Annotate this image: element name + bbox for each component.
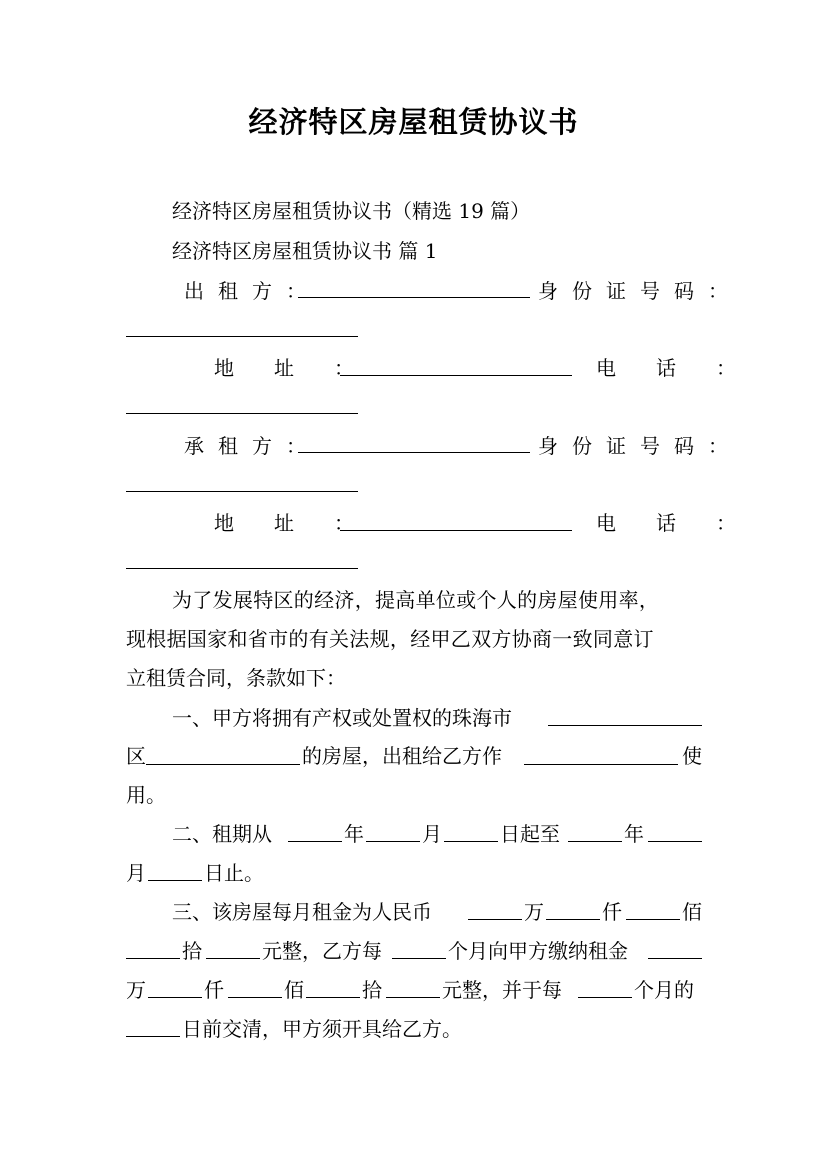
payment-shi-label: 拾	[362, 978, 382, 1002]
lessor-phone-field[interactable]	[126, 413, 358, 414]
section-heading: 经济特区房屋租赁协议书 篇 1	[172, 239, 438, 263]
end-year-field[interactable]	[568, 841, 622, 842]
intro-line-2: 现根据国家和省市的有关法规，经甲乙双方协商一致同意订	[126, 627, 654, 651]
clause-3-text-b: 元整，乙方每	[262, 939, 382, 963]
payment-wan-prefix-field[interactable]	[648, 958, 702, 959]
rent-shi-label: 拾	[182, 939, 202, 963]
lessee-address-field[interactable]	[340, 530, 572, 531]
intro-line-3: 立租赁合同，条款如下：	[126, 666, 346, 690]
payment-qian-label: 仟	[204, 978, 224, 1002]
lessee-address-label: 地址：	[214, 511, 394, 535]
due-month-interval-field[interactable]	[578, 997, 632, 998]
payment-bai-field[interactable]	[228, 997, 282, 998]
clause-1-city-field[interactable]	[548, 725, 702, 726]
document-subtitle: 经济特区房屋租赁协议书（精选 19 篇）	[172, 199, 531, 223]
lessor-label: 出租方：	[184, 279, 320, 303]
lessor-id-field[interactable]	[126, 336, 358, 337]
rent-qian-field[interactable]	[546, 919, 600, 920]
start-month-field[interactable]	[366, 841, 420, 842]
payment-wan-label: 万	[126, 978, 146, 1002]
lessee-phone-label: 电话：	[596, 511, 776, 535]
rent-yuan-field[interactable]	[206, 958, 260, 959]
clause-3-text-d: 元整，并于每	[442, 978, 562, 1002]
clause-1-text-b: 区	[126, 744, 146, 768]
pay-interval-field[interactable]	[392, 958, 446, 959]
due-day-field[interactable]	[126, 1036, 180, 1037]
start-month-label: 月	[422, 822, 442, 846]
lessor-address-field[interactable]	[340, 375, 572, 376]
payment-qian-field[interactable]	[148, 997, 202, 998]
payment-shi-field[interactable]	[306, 997, 360, 998]
lessee-name-field[interactable]	[298, 452, 530, 453]
rent-wan-label: 万	[524, 900, 544, 924]
clause-3-text-a: 三、该房屋每月租金为人民币	[172, 900, 432, 924]
lessor-name-field[interactable]	[298, 297, 530, 298]
clause-3-text-c: 个月向甲方缴纳租金	[448, 939, 628, 963]
clause-1-text-e: 用。	[126, 783, 166, 807]
clause-1-text-a: 一、甲方将拥有产权或处置权的珠海市	[172, 706, 512, 730]
start-day-field[interactable]	[444, 841, 498, 842]
clause-3-text-e: 个月的	[634, 978, 694, 1002]
lessee-phone-field[interactable]	[126, 568, 358, 569]
start-year-field[interactable]	[288, 841, 342, 842]
end-year-label: 年	[624, 822, 644, 846]
clause-2-text-a: 二、租期从	[172, 822, 272, 846]
lessee-id-field[interactable]	[126, 491, 358, 492]
lessee-id-label: 身份证号码：	[538, 434, 742, 458]
end-day-field[interactable]	[148, 880, 202, 881]
lessor-address-label: 地址：	[214, 356, 394, 380]
lessor-id-label: 身份证号码：	[538, 279, 742, 303]
intro-line-1: 为了发展特区的经济，提高单位或个人的房屋使用率，	[172, 588, 660, 612]
end-month-prefix-field[interactable]	[648, 841, 702, 842]
rent-wan-field[interactable]	[468, 919, 522, 920]
lessor-phone-label: 电话：	[596, 356, 776, 380]
lessee-label: 承租方：	[184, 434, 320, 458]
end-month-label: 月	[126, 861, 146, 885]
page-title: 经济特区房屋租赁协议书	[248, 105, 579, 139]
clause-3-text-f: 日前交清，甲方须开具给乙方。	[182, 1017, 462, 1041]
clause-2-text-c: 日止。	[204, 861, 264, 885]
clause-1-text-c: 的房屋，出租给乙方作	[302, 744, 502, 768]
rent-bai-label: 佰	[682, 900, 702, 924]
rent-bai-field[interactable]	[626, 919, 680, 920]
payment-yuan-field[interactable]	[386, 997, 440, 998]
clause-1-district-field[interactable]	[146, 764, 300, 765]
rent-shi-field[interactable]	[126, 958, 180, 959]
rent-qian-label: 仟	[602, 900, 622, 924]
clause-1-usage-field[interactable]	[524, 764, 678, 765]
start-year-label: 年	[344, 822, 364, 846]
clause-1-text-d: 使	[682, 744, 702, 768]
clause-2-text-b: 日起至	[500, 822, 560, 846]
payment-bai-label: 佰	[284, 978, 304, 1002]
